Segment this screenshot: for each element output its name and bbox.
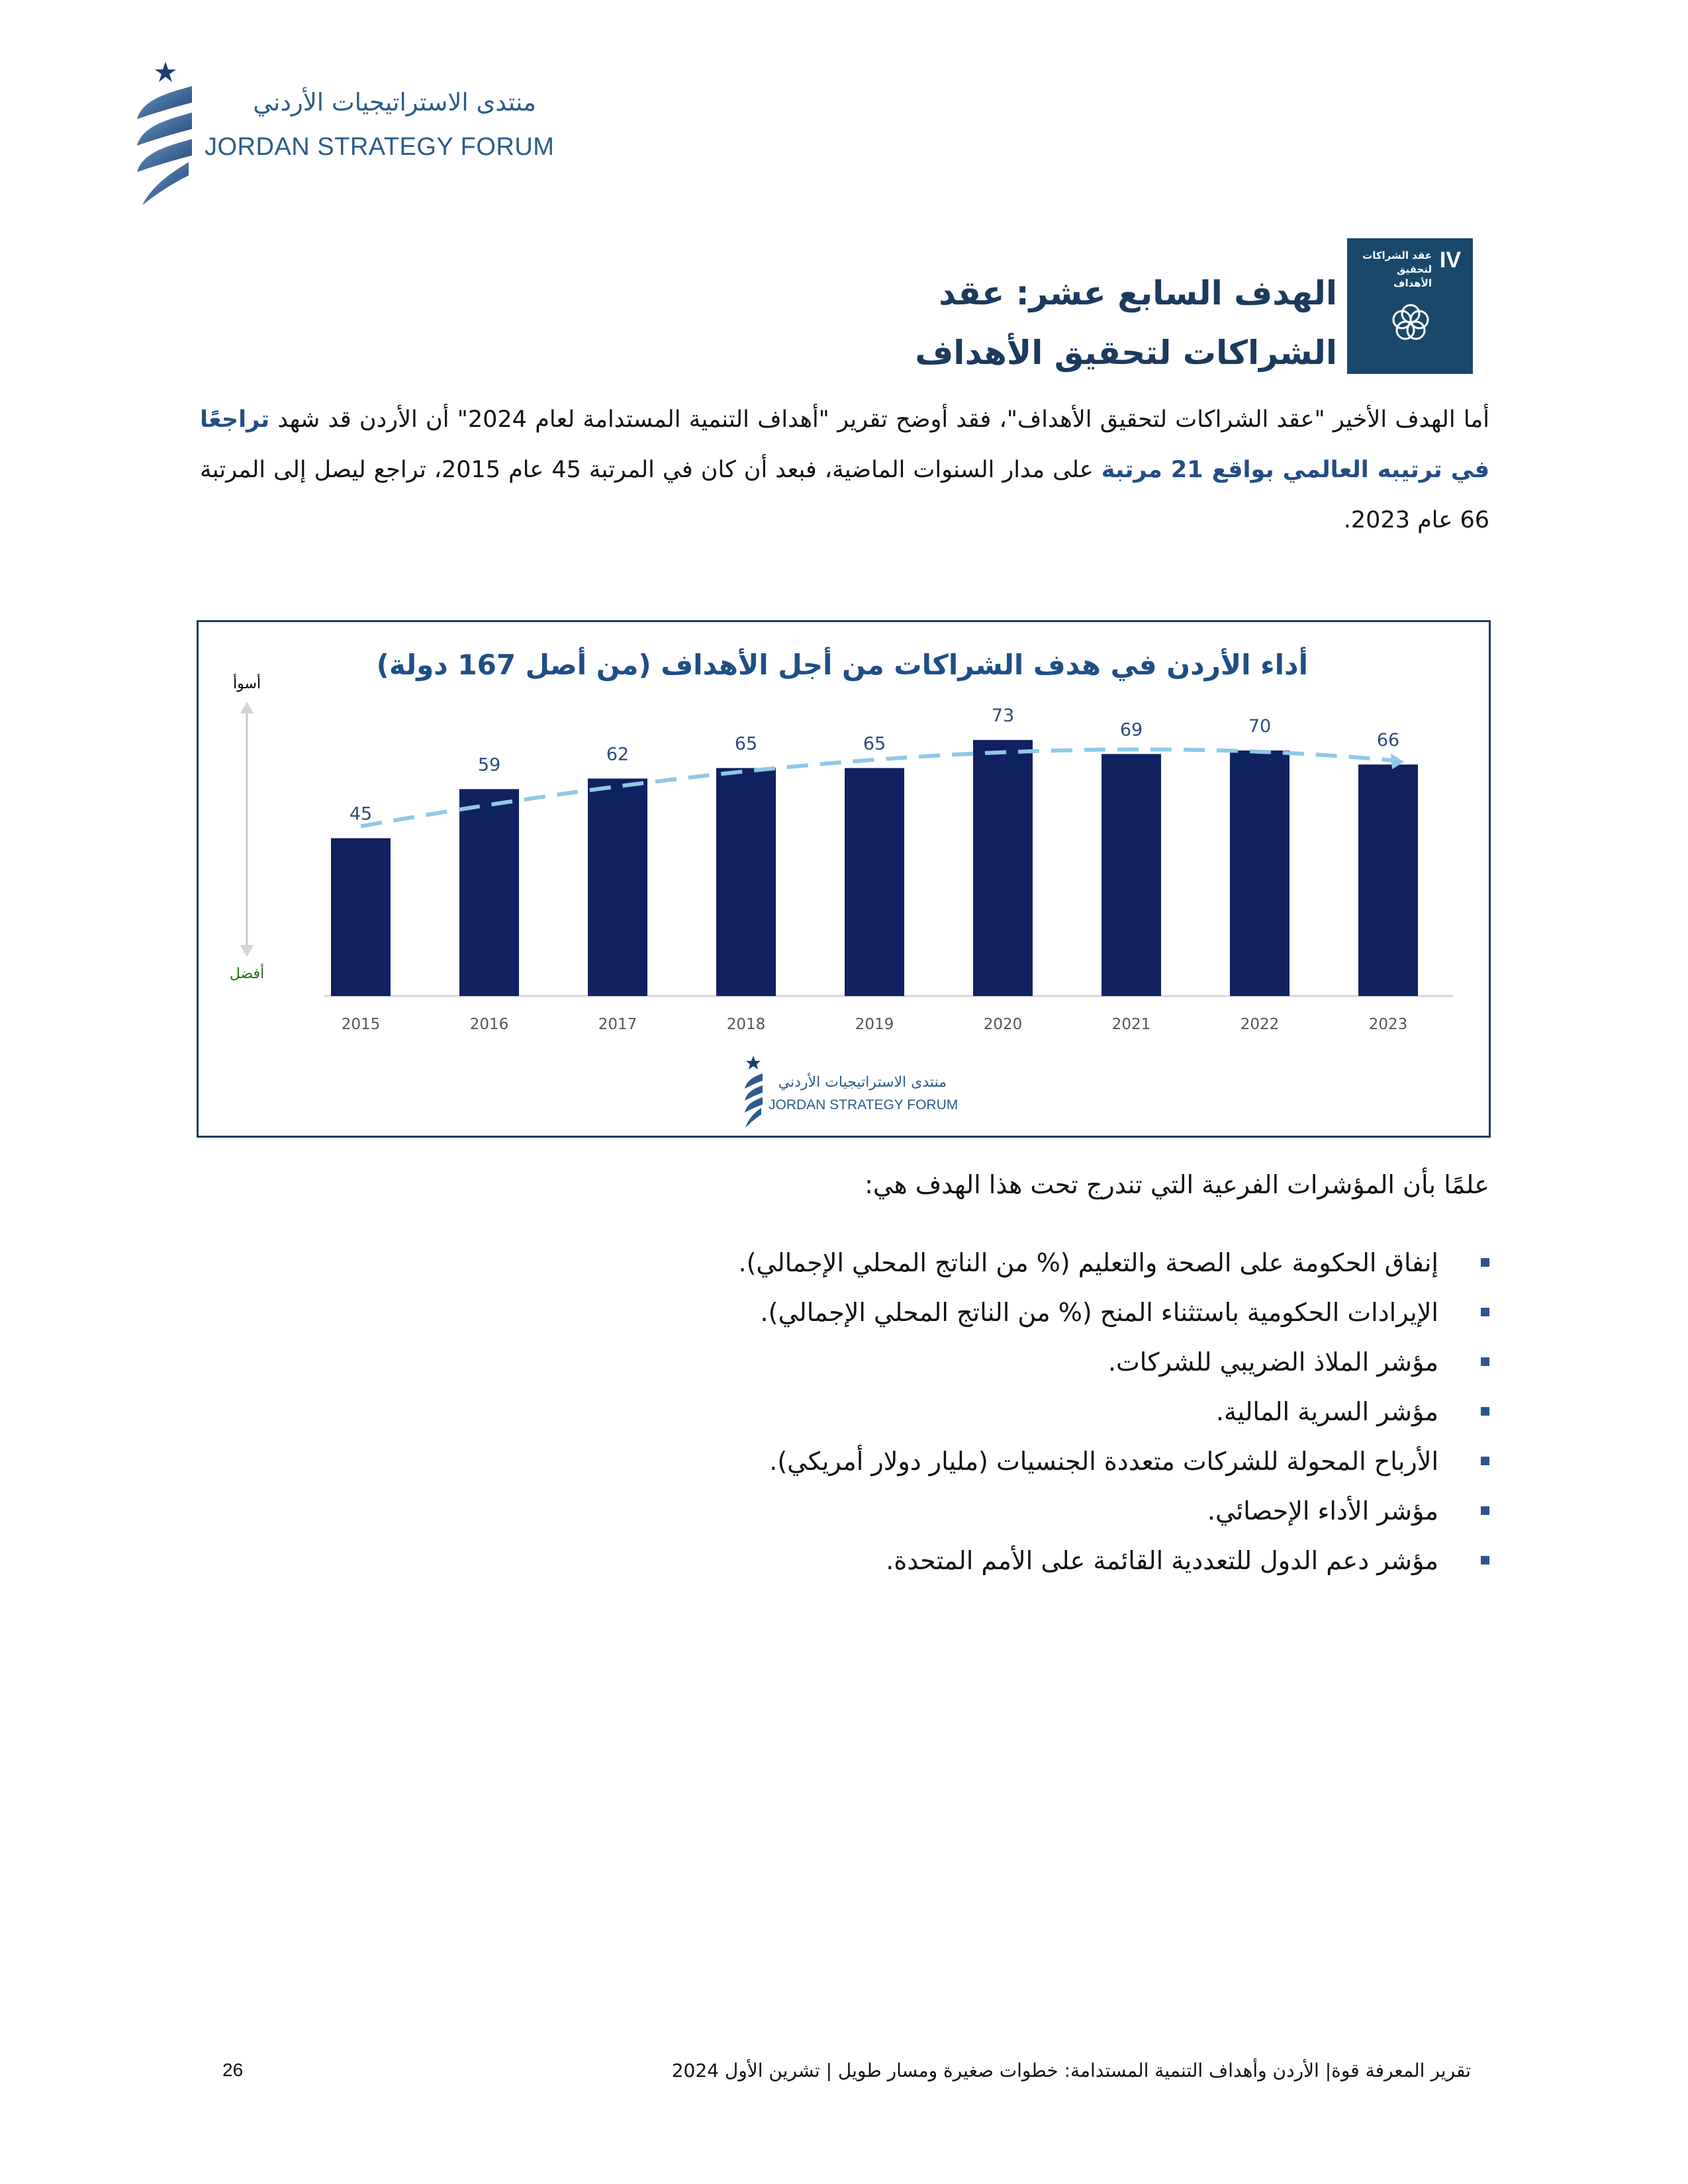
- value-label-2017: 62: [606, 744, 630, 765]
- bullet-square-icon: [1481, 1407, 1489, 1416]
- logo-name-ar: منتدى الاستراتيجيات الأردني: [253, 88, 536, 116]
- x-tick-2016: 2016: [469, 1016, 509, 1033]
- watermark-name-ar: منتدى الاستراتيجيات الأردني: [778, 1074, 947, 1091]
- value-label-2019: 65: [863, 733, 886, 754]
- list-item-text: الإيرادات الحكومية باستثناء المنح (% من الناتج المحلي الإجمالي).: [760, 1297, 1438, 1327]
- list-item: [232, 1238, 1489, 1287]
- sdg-label: عقد الشراكات لتحقيق الأهداف: [1362, 250, 1432, 289]
- bullet-square-icon: [1481, 1556, 1489, 1565]
- x-tick-2023: 2023: [1368, 1016, 1408, 1033]
- x-tick-2019: 2019: [855, 1016, 894, 1033]
- bar-2019: [845, 768, 904, 997]
- page-number: 26: [222, 2060, 244, 2080]
- bullet-square-icon: [1481, 1258, 1489, 1267]
- list-item: [232, 1287, 1489, 1337]
- list-item-text: مؤشر الملاذ الضريبي للشركات.: [1107, 1347, 1438, 1377]
- logo-name-en: JORDAN STRATEGY FORUM: [205, 133, 555, 161]
- watermark-name-en: JORDAN STRATEGY FORUM: [769, 1097, 959, 1113]
- list-item-text: مؤشر السرية المالية.: [1215, 1396, 1438, 1426]
- value-label-2021: 69: [1119, 719, 1143, 741]
- sdg-badge: [1347, 238, 1473, 374]
- value-label-2022: 70: [1248, 716, 1272, 737]
- sdg-number: IV: [1439, 248, 1461, 273]
- x-tick-2017: 2017: [598, 1016, 637, 1033]
- list-item-text: إنفاق الحكومة على الصحة والتعليم (% من الناتج المحلي الإجمالي).: [738, 1248, 1438, 1277]
- x-tick-2021: 2021: [1111, 1016, 1151, 1033]
- axis-top-label: أسوأ: [232, 676, 261, 692]
- value-label-2016: 59: [477, 754, 501, 776]
- bar-2015: [331, 839, 391, 997]
- section-title-line1: الهدف السابع عشر: عقد: [939, 274, 1337, 312]
- x-tick-2018: 2018: [726, 1016, 766, 1033]
- value-label-2015: 45: [349, 803, 373, 825]
- chart-frame: [197, 620, 1491, 1138]
- watermark-star-icon: [746, 1056, 761, 1069]
- arrow-up-icon: [240, 702, 254, 713]
- chart-title: أداء الأردن في هدف الشراكات من أجل الأهداف (من أصل 167 دولة): [376, 649, 1308, 681]
- list-item: [232, 1436, 1489, 1486]
- bar-2022: [1230, 751, 1289, 996]
- paragraph-highlight: تراجعًا في ترتيبه العالمي بواقع 21 مرتبة: [200, 406, 1490, 483]
- bullet-square-icon: [1481, 1308, 1489, 1316]
- bar-2018: [716, 768, 776, 997]
- list-item-text: الأرباح المحولة للشركات متعددة الجنسيات (مليار دولار أمريكي).: [769, 1446, 1438, 1476]
- paragraph-text-1: أما الهدف الأخير "عقد الشراكات لتحقيق الأهداف"، فقد أوضح تقرير "أهداف التنمية المستدامة لعام 2024" أن الأردن قد شهد: [269, 406, 1489, 433]
- list-item: [232, 1387, 1489, 1436]
- bar-chart: [199, 622, 1489, 1136]
- paragraph-text-2: على مدار السنوات الماضية، فبعد أن كان في المرتبة 45 عام 2015، تراجع ليصل إلى المرتبة 66 عام 2023.: [200, 457, 1489, 533]
- bullet-square-icon: [1481, 1457, 1489, 1465]
- flower-rings-icon: [1387, 299, 1434, 347]
- bullet-square-icon: [1481, 1506, 1489, 1515]
- bar-2016: [459, 789, 519, 996]
- chart-watermark: [745, 1056, 958, 1128]
- bar-2017: [588, 778, 647, 996]
- x-tick-2020: 2020: [983, 1016, 1023, 1033]
- x-tick-2015: 2015: [341, 1016, 381, 1033]
- list-item-text: مؤشر دعم الدول للتعددية القائمة على الأمم المتحدة.: [886, 1545, 1438, 1575]
- indicators-intro: علمًا بأن المؤشرات الفرعية التي تندرج تحت هذا الهدف هي:: [865, 1170, 1489, 1199]
- list-item-text: مؤشر الأداء الإحصائي.: [1207, 1496, 1438, 1525]
- value-label-2020: 73: [991, 705, 1015, 727]
- axis-bottom-label: أفضل: [229, 966, 265, 982]
- value-label-2018: 65: [734, 733, 758, 754]
- logo-emblem-icon: [129, 56, 202, 208]
- arrow-down-icon: [240, 945, 254, 957]
- bar-2020: [973, 740, 1033, 996]
- list-item: [232, 1535, 1489, 1585]
- section-title-line2: الشراكات لتحقيق الأهداف: [915, 334, 1337, 372]
- value-label-2023: 66: [1376, 730, 1400, 751]
- indicators-list: [232, 1238, 1489, 1585]
- x-tick-2022: 2022: [1240, 1016, 1280, 1033]
- list-item: [232, 1486, 1489, 1535]
- body-paragraph: [200, 394, 1489, 545]
- footer-text: تقرير المعرفة قوة| الأردن وأهداف التنمية المستدامة: خطوات صغيرة ومسار طويل | تشرين الأول 2024: [671, 2060, 1471, 2081]
- section-title: [556, 263, 1337, 383]
- header-logo: [129, 56, 555, 208]
- bar-2023: [1358, 764, 1418, 996]
- bullet-square-icon: [1481, 1357, 1489, 1366]
- axis-scale: [230, 674, 264, 982]
- list-item: [232, 1337, 1489, 1387]
- bar-2021: [1102, 754, 1161, 996]
